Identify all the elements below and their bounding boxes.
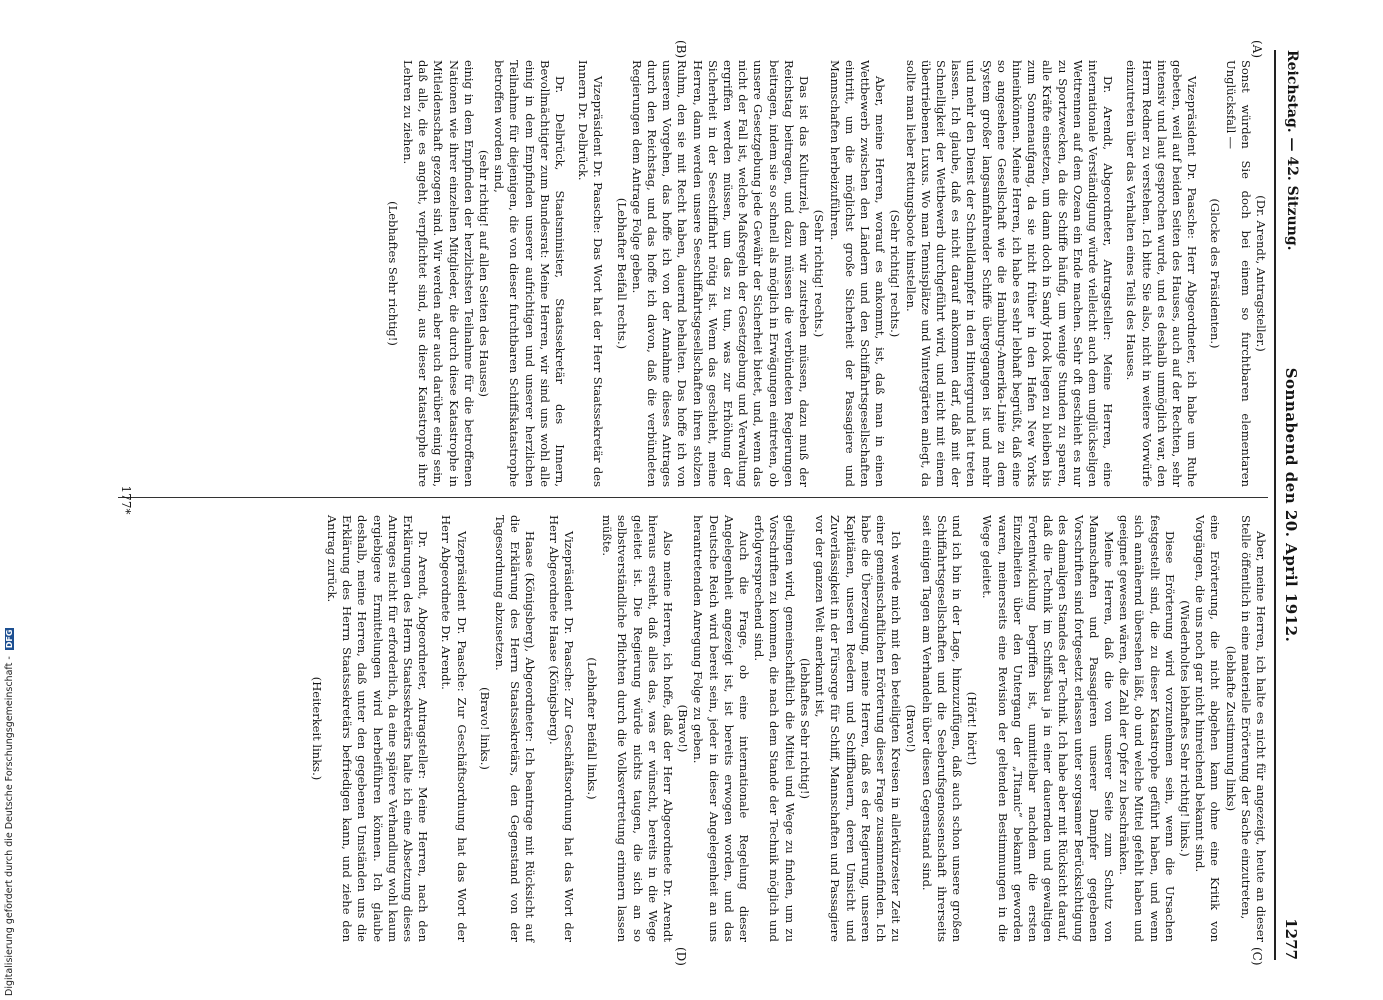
margin-marker-c: (C) — [1250, 947, 1264, 966]
paragraph: Aber, meine Herren, ich halte es nicht für angezeigt, heute an dieser Stelle öffentlich in eine materielle Erörterung der Sache einzutreten, — [1238, 515, 1268, 942]
paragraph: (Lebhafter Beifall rechts.) — [614, 197, 629, 350]
paragraph: (lebhaftes Sehr richtig!) — [797, 658, 812, 799]
paragraph: Vizepräsident Dr. Paasche: Zur Geschäftsordnung hat das Wort der Herr Abgeordnete Haase (Königsberg). — [546, 515, 576, 942]
paragraph: (Bravo! links.) — [477, 687, 492, 770]
paragraph: Aber, meine Herren, worauf es ankommt, ist, daß man in einen Wettbewerb zwischen den Ländern und den Schiffahrtsgesellschaften eintritt, um die möglichst große Sicherheit der Passagiere und Mannschaften herbeizuführen. — [827, 60, 888, 487]
paragraph: Vizepräsident Dr. Paasche: Herr Abgeordneter, ich habe um Ruhe gebeten, weil auf beiden Seiten des Hauses, auch auf der Rechten, sehr intensiv und laut gesprochen wurde, und es deshalb unmöglich war, den Herrn Redner zu verstehen. Ich bitte Sie also, nicht in weitere Vorwürfe einzutreten über das Verhalten eines Teils des Hauses. — [1124, 60, 1200, 487]
paragraph: Vizepräsident Dr. Paasche: Das Wort hat der Herr Staatssekretär des Innern Dr. Delbrück. — [576, 60, 606, 487]
paragraph: und ich bin in der Lage, hinzuzufügen, daß auch schon unsere großen Schiffahrtsgesellschaften und die Seeberufsgenossenschaft ihrerseits seit einigen Tagen am Verhandeln über diesen Gegenstand sind. — [919, 515, 964, 942]
page-number: 1277 — [1282, 918, 1300, 960]
paragraph: (Glocke des Präsidenten.) — [1208, 198, 1223, 349]
paragraph: Vizepräsident Dr. Paasche: Zur Geschäftsordnung hat das Wort der Herr Abgeordnete Dr. Arendt. — [439, 515, 469, 942]
left-column — [385, 60, 1268, 487]
paragraph: (Lebhafter Beifall links.) — [585, 657, 600, 800]
header-left: Reichstag. — 42. Sitzung. — [1284, 50, 1300, 251]
header-rule — [1274, 50, 1276, 960]
paragraph: (Hört! hört!) — [965, 691, 980, 766]
column-rule — [118, 497, 1268, 498]
credit-text: Digitalisierung gefördert durch die Deutsche Forschungsgemeinschaft - — [4, 656, 15, 996]
paragraph: (Dr. Arendt, Antragsteller.) — [1254, 195, 1268, 352]
paragraph: Diese Erörterung wird vorzunehmen sein, wenn die Ursachen festgestellt sind, die zu dieser Katastrophe geführt haben, und wenn sich annähernd übersehen läßt, ob und welche Mittel gefehlt haben und geeignet gewesen wären, die Zahl der Opfer zu beschränken. — [1117, 515, 1177, 942]
paragraph: Dr. Arendt, Abgeordneter, Antragsteller: Meine Herren, eine internationale Verständigung würde vielleicht auch dem unglückseligen Wettrennen auf dem Ozean ein Ende machen. Sehr oft geschieht es nur zu Sportzwecken, da die Schiffe häufig, um wenige Stunden zu sparen, alle Kräfte einsetzen, um dann doch in Sandy Hook liegen zu bleiben bis zum Sonnenaufgang, da sie nicht früher in den Hafen New Yorks hineinkönnen. Meine Herren, ich habe es sehr lebhaft begrüßt, daß eine so angesehene Gesellschaft wie die Hamburg-Amerika-Linie zu dem System großer langsamfahrender Schiffe übergegangen ist und mehr und mehr den Dienst der Schnelldampfer in den Hintergrund hat treten lassen. Ich glaube, daß es nicht darauf ankommen darf, daß mit der Schnelligkeit der Wettbewerb durchgeführt wird, und nicht mit einem übertriebenen Luxus. Wo man Tennisplätze und Wintergärten anlegt, da sollte man lieber Rettungsboote hinstellen. — [903, 60, 1116, 487]
paragraph: einig in dem Empfinden der herzlichsten Teilnahme für die betroffenen Nationen wie ihrer einzelnen Mitglieder, die durch diese Katastrophe in Mitleidenschaft gezogen sind. Wir werden aber auch darüber einig sein, daß alle, die es angeht, verpflichtet sind, aus dieser Katastrophe ihre Lehren zu ziehen. — [401, 60, 476, 487]
digitization-credit — [4, 628, 15, 996]
paragraph: (Sehr richtig! rechts.) — [812, 209, 827, 338]
paragraph: Das ist das Kulturziel, dem wir zustreben müssen, dazu muß der Reichstag beitragen, und dazu müssen die verbündeten Regierungen beitragen, indem sie so schnell als möglich in Erwägungen eintreten, ob unsere Gesetzgebung jede Gewähr der Sicherheit bietet, und, wenn das nicht der Fall ist, welche Maßregeln der Gesetzgebung und Verwaltung ergriffen werden müssen, um das zu tun, was zur Erhöhung der Sicherheit in der Seeschiffahrt nötig ist. Wenn das geschieht, meine Herren, dann werden unsere Seeschiffahrtsgesellschaften ihren stolzen Ruhm, den sie mit Recht haben, dauernd behalten. Das hoffe ich von unserem Vorgehen, das hoffe ich von der Annahme dieses Antrages durch den Reichstag, und das hoffe ich davon, daß die verbündeten Regierungen dem Antrage Folge geben. — [629, 60, 812, 487]
paragraph: (Bravo!) — [904, 704, 919, 753]
footer-page-mark: 177* — [119, 485, 133, 515]
paragraph: Ich werde mich mit den beteiligten Kreisen in allerkürzester Zeit zu einer gemeinschaftlichen Erörterung dieser Frage zusammenfinden. Ich habe die Überzeugung, meine Herren, daß es der Regierung, unseren Kapitänen, unseren Reedern und Schiffbauern, deren Umsicht und Zuverlässigkeit in der Fürsorge für Schiff, Mannschaften und Passagiere vor der ganzen Welt anerkannt ist, — [813, 515, 904, 942]
header-date: Sonnabend den 20. April 1912. — [1282, 367, 1300, 643]
paragraph: (Wiederholtes lebhaftes Sehr richtig! links.) — [1177, 600, 1192, 857]
paragraph: Meine Herren, daß die von unserer Seite zum Schutz von Mannschaften und Passagieren unserer Dampfer gegebenen Vorschriften sind fortgesetzt erlassen unter sorgsamer Berücksichtigung des damaligen Standes der Technik. Ich habe aber mit Rücksicht darauf, daß die Technik im Schiffsbau ja in einer dauernden und gewaltigen Fortentwicklung begriffen ist, unmittelbar nachdem die ersten Einzelheiten über den Untergang der „Titanic“ bekannt geworden waren, meinerseits eine Revision der geltenden Bestimmungen in die Wege geleitet. — [980, 515, 1116, 942]
margin-marker-a: (A) — [1250, 40, 1264, 59]
paragraph: (Heiterkeit links.) — [309, 676, 324, 781]
paragraph: (Sehr richtig! rechts.) — [888, 209, 903, 338]
margin-marker-b: (B) — [674, 40, 688, 59]
paragraph: (sehr richtig! auf allen Seiten des Hauses) — [477, 150, 492, 397]
paragraph: Dr. Delbrück, Staatsminister, Staatssekretär des Innern, Bevollmächtigter zum Bundesrat: Meine Herren, wir sind uns wohl alle einig in dem Empfinden unserer aufrichtigen und unserer herzlichen Teilnahme für diejenigen, die von dieser furchtbaren Schiffskatastrophe betroffen worden sind, — [492, 60, 568, 487]
paragraph: Haase (Königsberg), Abgeordneter: Ich beantrage mit Rücksicht auf die Erklärung des Herrn Staatssekretärs, den Gegenstand von der Tagesordnung abzusetzen. — [493, 515, 538, 942]
paragraph: Also meine Herren, ich hoffe, daß der Herr Abgeordnete Dr. Arendt hieraus ersieht, daß alles das, was er wünscht, bereits in die Wege geleitet ist. Die Regierung würde nichts taugen, die sich an so selbstverständliche Pflichten durch die Volksvertretung erinnern lassen müßte. — [600, 515, 676, 942]
margin-marker-d: (D) — [674, 947, 688, 966]
scanned-page — [73, 0, 1328, 1000]
page-header — [1276, 50, 1304, 960]
paragraph: (Lebhaftes Sehr richtig!) — [385, 201, 400, 346]
dfg-logo: DFG — [5, 629, 14, 649]
paragraph: Sonst würden Sie doch bei einem so furchtbaren elementaren Unglücksfall ― — [1223, 60, 1253, 487]
paragraph: Auch die Frage, ob eine internationale Regelung dieser Angelegenheit angezeigt ist, ist bereits erwogen worden, und das Deutsche Reich wird bereit sein, jeder in dieser Angelegenheit an uns herantretenden Anregung Folge zu geben. — [691, 515, 752, 942]
paragraph: (lebhafte Zustimmung links) — [1223, 645, 1238, 812]
paragraph: gelingen wird, gemeinschaftlich die Mittel und Wege zu finden, um zu Vorschriften zu kommen, die nach dem Stande der Technik möglich und erfolgversprechend sind. — [752, 515, 797, 942]
paragraph: (Bravo!) — [676, 704, 691, 753]
paragraph: Dr. Arendt, Abgeordneter, Antragsteller: Meine Herren, nach den Erklärungen des Herrn Staatssekretärs halte ich eine Absetzung dieses Antrages nicht für erforderlich, da eine spätere Verhandlung wohl kaum ergiebigere Ermittelungen wird herbeiführen können. Ich glaube deshalb, meine Herren, daß unter den gegebenen Umständen uns die Erklärung des Herrn Staatssekretärs befriedigen kann, und ziehe den Antrag zurück. — [325, 515, 431, 942]
paragraph: eine Erörterung, die nicht abgehen kann ohne eine Kritik von Vorgängen, die uns noch gar nicht hinreichend bekannt sind. — [1193, 515, 1223, 942]
right-column — [309, 515, 1268, 942]
